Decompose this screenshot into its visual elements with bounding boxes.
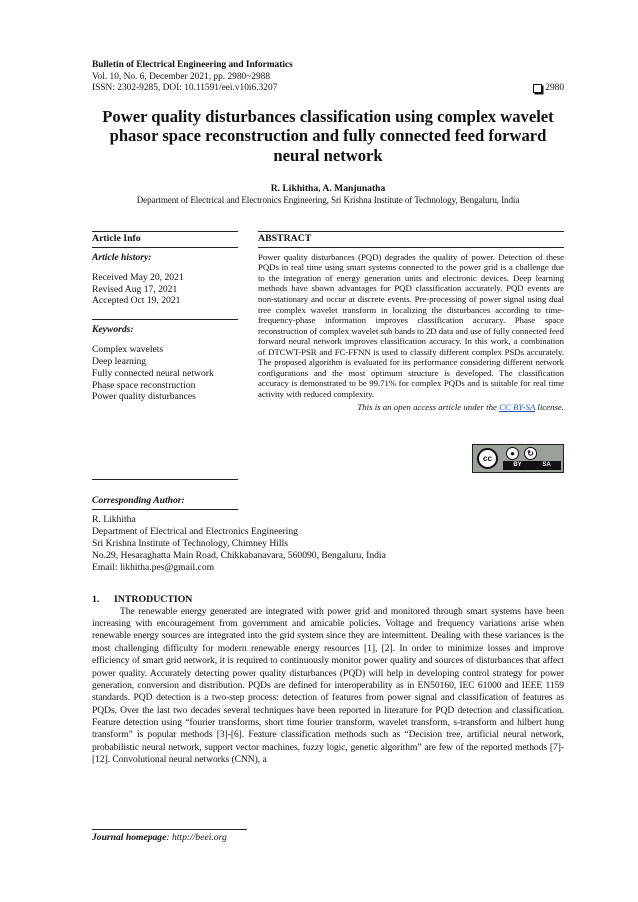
divider bbox=[92, 247, 238, 248]
homepage-url: : http://beei.org bbox=[166, 832, 227, 843]
article-info-section bbox=[92, 231, 564, 493]
abstract-text: Power quality disturbances (PQD) degrades the quality of power. Detection of these PQDs in real time using smart systems connected to the power grid is a challenge due to the integration of energy generation units and electronic devices. Deep learning methods have shown advantages for PQD classification accurately. PQD events are non-stationary and occur at discrete events. Pre-processing of power signal using dual tree complex wavelet transform in localizing the disturbances according to time-frequency-phase information improves classification accuracy. Phase space reconstruction of complex wavelet sub bands to 2D data and use of fully connected feed forward neural network improves classification accuracy. In this work, a combination of DTCWT-PSR and FC-FFNN is used to classify different complex PSDs accurately. The proposed algorithm is evaluated for its performance considering different network configurations and the most optimum structure is developed. The classification accuracy is demonstrated to be 99.71% for complex PQDs and is suitable for real time activity with reduced complexity. bbox=[258, 251, 564, 399]
author-address: No.29, Hesaraghatta Main Road, Chikkabanavara, 560090, Bengaluru, India bbox=[92, 549, 386, 561]
corresponding-author-section bbox=[92, 495, 564, 574]
introduction-section bbox=[92, 594, 564, 766]
license-suffix: license. bbox=[535, 402, 564, 413]
history-accepted: Accepted Oct 19, 2021 bbox=[92, 295, 181, 307]
cc-logo-text: cc bbox=[483, 453, 492, 463]
paper-page bbox=[92, 60, 564, 766]
license-link[interactable]: CC BY-SA bbox=[499, 402, 536, 413]
keyword-item: Power quality disturbances bbox=[92, 391, 196, 403]
cc-icon-row bbox=[506, 447, 537, 460]
keywords-list bbox=[92, 344, 238, 403]
article-history-heading: Article history: bbox=[92, 251, 152, 263]
authors: R. Likhitha, A. Manjunatha bbox=[270, 183, 386, 195]
square-bullet-icon bbox=[533, 84, 542, 93]
volume-info: Vol. 10, No. 6, December 2021, pp. 2980~2988 bbox=[92, 71, 271, 82]
abstract-heading: ABSTRACT bbox=[258, 232, 312, 244]
cc-logo-icon bbox=[477, 448, 498, 469]
divider bbox=[92, 319, 238, 320]
history-revised: Revised Aug 17, 2021 bbox=[92, 283, 178, 295]
divider bbox=[92, 479, 238, 480]
history-received: Received May 20, 2021 bbox=[92, 271, 184, 283]
article-info-column bbox=[92, 231, 238, 403]
issn-row bbox=[92, 83, 564, 95]
keyword-item: Phase space reconstruction bbox=[92, 379, 196, 391]
affiliation: Department of Electrical and Electronics Engineering, Sri Krishna Institute of Technology, Bengaluru, India bbox=[136, 195, 520, 206]
corresponding-author-heading: Corresponding Author: bbox=[92, 494, 185, 506]
cc-by-sa-badge[interactable] bbox=[472, 444, 564, 473]
corresponding-author-details bbox=[92, 514, 564, 574]
license-prefix: This is an open access article under the bbox=[357, 402, 500, 413]
introduction-heading bbox=[92, 594, 564, 606]
keyword-item: Complex wavelets bbox=[92, 344, 164, 356]
author-institute: Sri Krishna Institute of Technology, Chimney Hills bbox=[92, 537, 288, 549]
cc-by-label: BY bbox=[513, 462, 522, 469]
journal-homepage[interactable] bbox=[92, 832, 564, 844]
article-info-heading: Article Info bbox=[92, 232, 141, 244]
introduction-text: The renewable energy generated are integrated with power grid and monitored through smart systems have been increasing with encouragement from government and amicable policies. Voltage and frequency variations arise when renewable energy sources are integrated into the grid system since they are intermittent. Dealing with these variances is the most challenging difficulty for modern renewable energy resources [1], [2]. In order to minimize losses and improve efficiency of smart grid network, it is required to continuously monitor power quality and sources of disturbances that affect power quality. Accurately detecting power quality disturbances (PQD) will help in developing control strategy for power generation, conversion and distribution. PQDs are defined for interoperability as in EN50160, IEC 61000 and IEEE 1159 standards. PQD detection is a two-step process: detection of features from power signal and classification of features as PQDs. Over the last two decades several techniques have been reported in literature for PQD detection and classification. Feature detection using “fourier transforms, short time fourier transform, wavelet transform, s-transform and hilbert hung transform” is popular methods [3]-[6]. Feature classification methods such as “Decision tree, artificial neural network, probabilistic neural network, support vector machines, fuzzy logic, genetic algorithm” are few of the reported methods [7]-[12]. Convolutional neural networks (CNN), a bbox=[92, 605, 564, 765]
author-name: R. Likhitha bbox=[92, 513, 136, 525]
section-title: INTRODUCTION bbox=[114, 593, 193, 605]
page-footer bbox=[92, 829, 564, 844]
keyword-item: Deep learning bbox=[92, 355, 147, 367]
license-note bbox=[258, 402, 564, 413]
issn-doi: ISSN: 2302-9285, DOI: 10.11591/eei.v10i6.3207 bbox=[92, 83, 278, 93]
article-history-list bbox=[92, 272, 238, 307]
section-number: 1. bbox=[92, 593, 100, 605]
journal-header bbox=[92, 60, 564, 95]
author-email[interactable]: Email: likhitha.pes@gmail.com bbox=[92, 561, 215, 573]
page-number bbox=[533, 83, 564, 95]
cc-sa-label: SA bbox=[542, 462, 551, 469]
abstract-column bbox=[258, 231, 564, 469]
divider bbox=[258, 247, 564, 248]
page-number-value: 2980 bbox=[545, 83, 564, 93]
cc-strip bbox=[503, 461, 561, 470]
journal-name: Bulletin of Electrical Engineering and Informatics bbox=[92, 60, 293, 70]
homepage-label: Journal homepage bbox=[92, 832, 167, 843]
paper-title: Power quality disturbances classification using complex wavelet phasor space reconstruction and fully connected feed forward neural network bbox=[102, 106, 554, 165]
share-alike-icon: ↻ bbox=[524, 447, 537, 460]
keywords-heading: Keywords: bbox=[92, 324, 134, 336]
author-department: Department of Electrical and Electronics Engineering bbox=[92, 525, 298, 537]
footer-divider bbox=[92, 829, 247, 830]
person-icon: ● bbox=[506, 447, 519, 460]
divider bbox=[92, 509, 238, 510]
keyword-item: Fully connected neural network bbox=[92, 367, 214, 379]
